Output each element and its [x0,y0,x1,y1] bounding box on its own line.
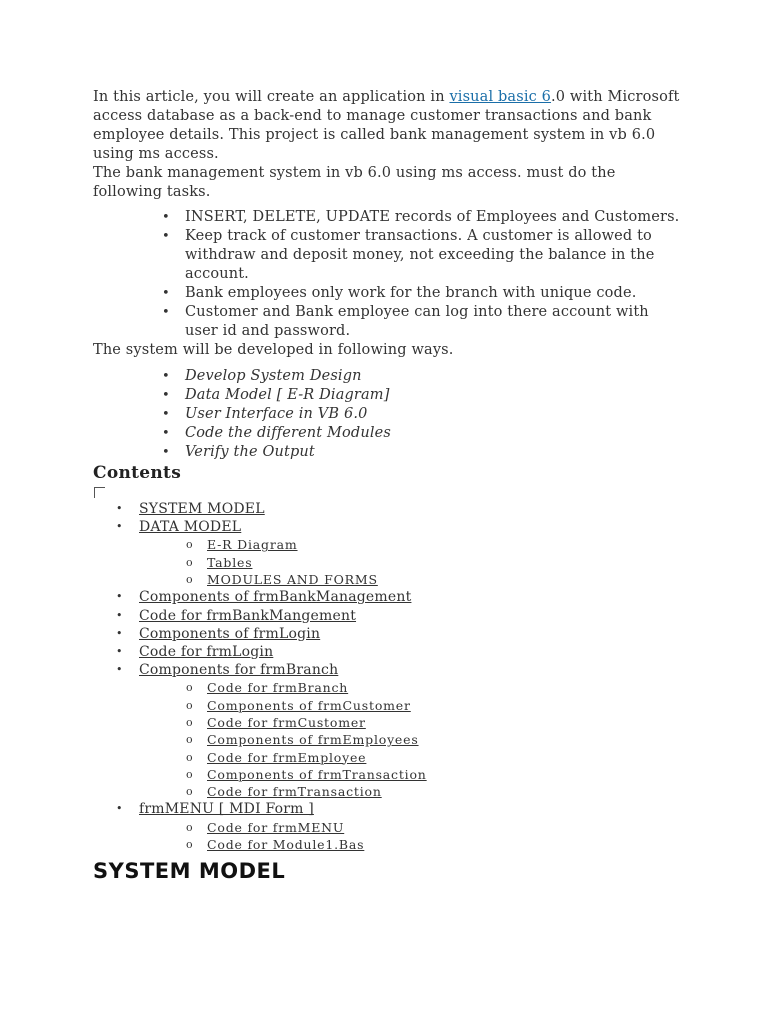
list-item: • Develop System Design [185,367,683,386]
list-item: • Code the different Modules [185,424,683,443]
development-intro: The system will be developed in following ways. [93,342,454,358]
toc-link[interactable]: Components for frmBranch [139,662,339,679]
visual-basic-link[interactable]: visual basic 6 [449,89,552,105]
toc-subitem: o Code for frmMENU [186,819,345,835]
toc-link[interactable]: Components of frmEmployees [207,732,419,748]
toc-subitem: o Components of frmTransaction [186,766,427,782]
contents-heading: Contents [93,463,182,483]
toc-link[interactable]: Code for frmTransaction [207,784,382,800]
toc-subitem: o Components of frmCustomer [186,697,411,713]
article-body [93,88,683,883]
list-item: • Verify the Output [185,443,683,462]
tasks-intro-paragraph: The bank management system in vb 6.0 using ms access. must do the following tasks. [93,165,616,200]
toc-link[interactable]: Code for frmMENU [207,819,345,835]
toc-subitem: o Tables [186,554,253,570]
toc-link[interactable]: Code for frmBranch [207,680,349,696]
toc-link[interactable]: Code for Module1.Bas [207,836,365,852]
toc-subitem: o Code for frmBranch [186,680,349,696]
intro-text-before-link: In this article, you will create an application in [93,89,450,105]
intro-text-after-link: .0 with Microsoft access database as a back-end to manage customer transactions and bank employee details. This project is called bank management system in vb 6.0 using ms access. [93,89,680,162]
toc-item: • DATA MODEL [116,519,242,536]
toc-link[interactable]: Code for frmLogin [139,643,274,660]
toc-link[interactable]: Code for frmEmployee [207,749,367,765]
toc-item: • frmMENU [ MDI Form ] [116,801,314,818]
steps-list [93,367,683,462]
list-item: • Keep track of customer transactions. A customer is allowed to withdraw and deposit money, not exceeding the balance in the account. [185,227,683,284]
list-item: • Bank employees only work for the branch with unique code. [185,284,683,303]
toc-link[interactable]: Components of frmTransaction [207,766,427,782]
toc-item: • Components of frmLogin [116,625,321,642]
toc-subitem: o Code for frmEmployee [186,749,367,765]
section-heading: SYSTEM MODEL [93,859,286,884]
list-item: • INSERT, DELETE, UPDATE records of Employees and Customers. [185,208,683,227]
toc-link[interactable]: Components of frmBankManagement [139,589,412,606]
toc-subitem: o Code for frmCustomer [186,714,366,730]
toc-item: • Code for frmLogin [116,643,274,660]
toc-link[interactable]: Tables [207,554,253,570]
toc-item: • Components for frmBranch [116,662,339,679]
list-item: • User Interface in VB 6.0 [185,405,683,424]
tasks-list [93,208,683,341]
toc-link[interactable]: Code for frmBankMangement [139,607,357,624]
toc-subitem: o Code for Module1.Bas [186,836,365,852]
toc-toggle-icon[interactable] [94,487,105,498]
list-item: • Data Model [ E-R Diagram] [185,386,683,405]
toc-item: • Code for frmBankMangement [116,607,357,624]
intro-paragraph [93,88,683,164]
toc-link[interactable]: Components of frmCustomer [207,697,411,713]
toc-link[interactable]: MODULES AND FORMS [207,572,378,587]
toc-item: • Components of frmBankManagement [116,589,412,606]
toc-link[interactable]: SYSTEM MODEL [139,501,265,517]
toc-link[interactable]: frmMENU [ MDI Form ] [139,801,314,818]
toc-subitem: o E-R Diagram [186,537,298,553]
table-of-contents [93,500,683,853]
list-item: • Customer and Bank employee can log into there account with user id and password. [185,303,683,341]
toc-item: • SYSTEM MODEL [116,501,265,517]
toc-link[interactable]: Components of frmLogin [139,625,321,642]
toc-link[interactable]: E-R Diagram [207,537,298,553]
toc-link[interactable]: DATA MODEL [139,519,242,536]
toc-subitem: o MODULES AND FORMS [186,572,378,587]
toc-subitem: o Components of frmEmployees [186,732,419,748]
toc-link[interactable]: Code for frmCustomer [207,714,366,730]
toc-subitem: o Code for frmTransaction [186,784,382,800]
